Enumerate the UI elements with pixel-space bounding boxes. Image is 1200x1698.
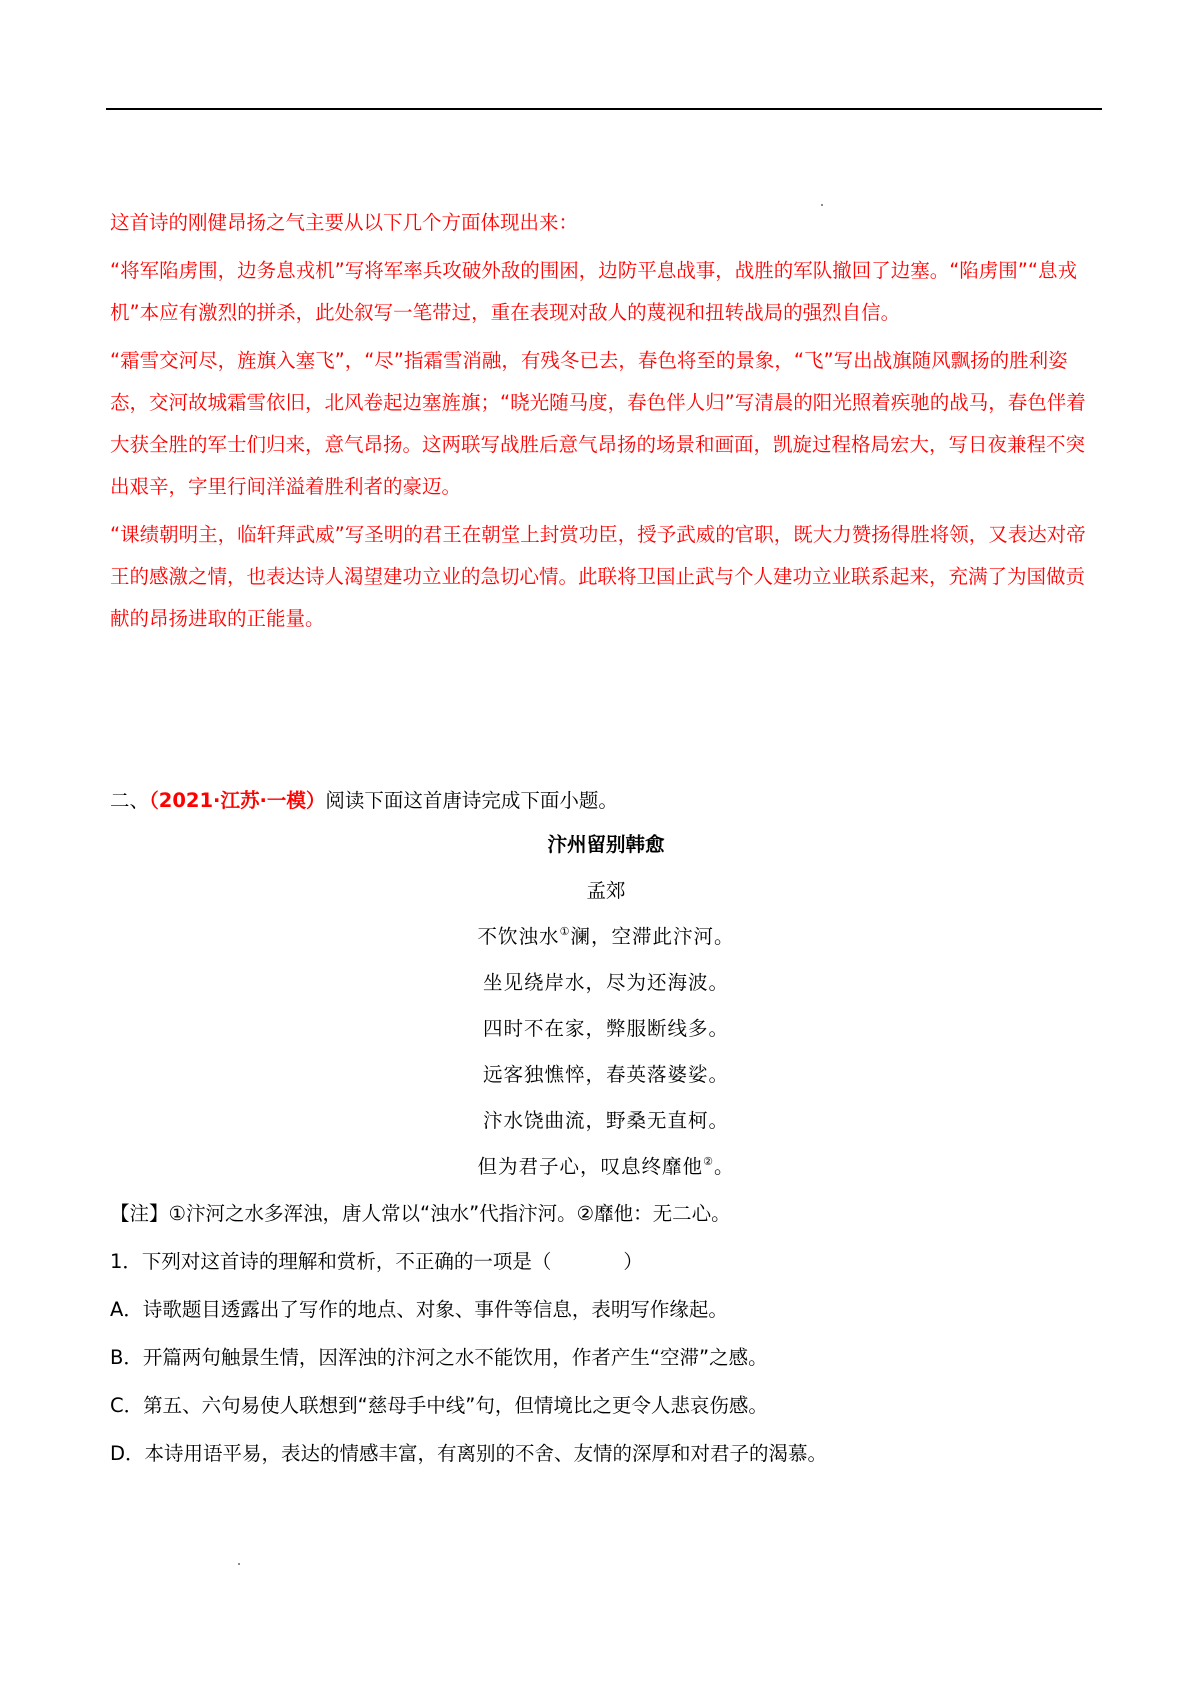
poem — [110, 822, 1102, 1190]
poem-line — [110, 1144, 1102, 1190]
answer-paragraph: “课绩朝明主，临轩拜武威”写圣明的君王在朝堂上封赏功臣，授予武威的官职，既大力赞扬得胜将领，又表达对帝王的感激之情，也表达诗人渴望建功立业的急切心情。此联将卫国止武与个人建功立业联系起来，充满了为国做贡献的昂扬进取的正能量。 — [110, 523, 1086, 630]
poem-line: 汴水饶曲流，野桑无直柯。 — [482, 1109, 729, 1132]
poem-line: 四时不在家，弊服断线多。 — [482, 1017, 729, 1040]
header-rule — [106, 108, 1102, 110]
poem-text: 澜，空滞此汴河。 — [570, 925, 735, 948]
option-c: C．第五、六句易使人联想到“慈母手中线”句，但情境比之更令人悲哀伤感。 — [110, 1394, 768, 1417]
poem-line: 坐见绕岸水，尽为还海波。 — [482, 971, 729, 994]
answer-analysis — [110, 202, 1102, 646]
question-text: ） — [623, 1250, 643, 1273]
question-text: 1．下列对这首诗的理解和赏析，不正确的一项是（ — [110, 1250, 552, 1273]
question-stem — [110, 1238, 1102, 1286]
answer-intro: 这首诗的刚健昂扬之气主要从以下几个方面体现出来： — [110, 211, 579, 234]
scan-speck — [238, 1563, 240, 1565]
option-b: B．开篇两句触景生情，因浑浊的汴河之水不能饮用，作者产生“空滞”之感。 — [110, 1346, 768, 1369]
source-tag: （2021·江苏·一模） — [149, 789, 326, 812]
footnote-marker: ② — [703, 1155, 714, 1168]
poem-title: 汴州留别韩愈 — [547, 833, 665, 856]
answer-paragraph: “霜雪交河尽，旌旗入塞飞”，“尽”指霜雪消融，有残冬已去，春色将至的景象，“飞”写出战旗随风飘扬的胜利姿态，交河故城霜雪依旧，北风卷起边塞旌旗；“晓光随马度，春色伴人归”写清晨的阳光照着疾驰的战马，春色伴着大获全胜的军士们归来，意气昂扬。这两联写战胜后意气昂扬的场景和画面，凯旋过程格局宏大，写日夜兼程不突出艰辛，字里行间洋溢着胜利者的豪迈。 — [110, 349, 1086, 498]
footnote-marker: ① — [559, 925, 571, 938]
poem-text: 但为君子心，叹息终靡他 — [477, 1155, 704, 1178]
option-d: D．本诗用语平易，表达的情感丰富，有离别的不舍、友情的深厚和对君子的渴慕。 — [110, 1442, 828, 1465]
question-body — [110, 1190, 1102, 1478]
section-heading — [110, 780, 1102, 822]
poem-line — [110, 914, 1102, 960]
option-a: A．诗歌题目透露出了写作的地点、对象、事件等信息，表明写作缘起。 — [110, 1298, 728, 1321]
poem-text: 不饮浊水 — [477, 925, 560, 948]
poem-note: 【注】①汴河之水多浑浊，唐人常以“浊水”代指汴河。②靡他：无二心。 — [110, 1202, 731, 1225]
section-number: 二、 — [110, 789, 150, 812]
poem-line: 远客独憔悴，春英落婆娑。 — [482, 1063, 729, 1086]
poem-text: 。 — [713, 1155, 735, 1178]
answer-paragraph: “将军陷虏围，边务息戎机”写将军率兵攻破外敌的围困，边防平息战事，战胜的军队撤回了边塞。“陷虏围”“息戎机”本应有激烈的拼杀，此处叙写一笔带过，重在表现对敌人的蔑视和扭转战局的强烈自信。 — [110, 259, 1078, 324]
poem-author: 孟郊 — [586, 879, 626, 902]
section-instruction: 阅读下面这首唐诗完成下面小题。 — [325, 789, 618, 812]
question-section-2 — [110, 780, 1102, 1478]
